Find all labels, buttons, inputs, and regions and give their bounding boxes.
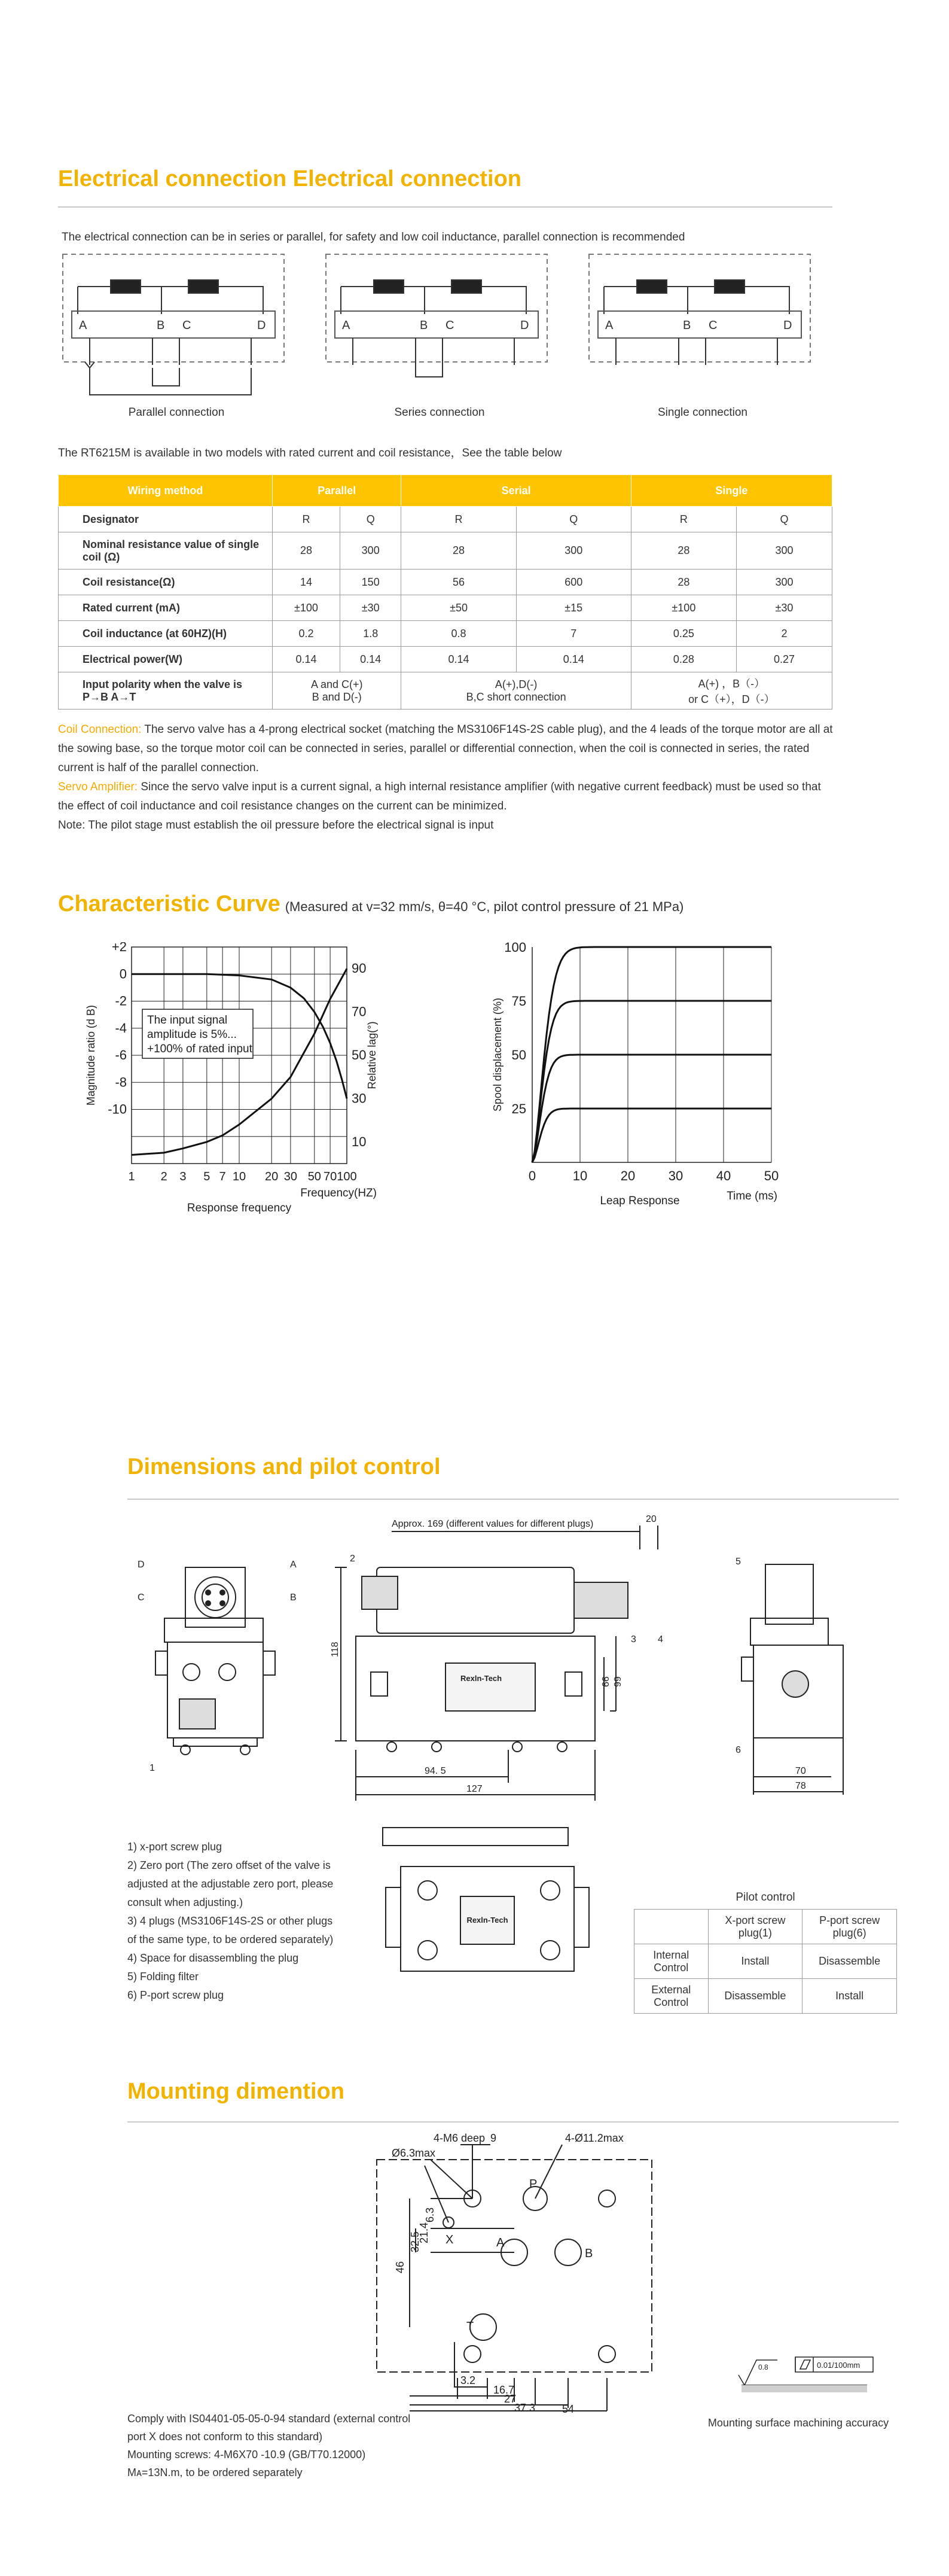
callout: 5 bbox=[736, 1557, 741, 1567]
header-wiring-method: Wiring method bbox=[59, 475, 273, 507]
table-row bbox=[59, 621, 832, 647]
x-tick-label: 2 bbox=[160, 1170, 167, 1183]
table-cell: 0.25 bbox=[631, 621, 736, 647]
table-cell bbox=[634, 1910, 709, 1944]
caption-series: Series connection bbox=[394, 406, 485, 419]
y-tick-label: 50 bbox=[511, 1048, 526, 1062]
characteristic-section-title: Characteristic Curve (Measured at v=32 mm/s, θ=40 °C, pilot control pressure of 21 MPa) bbox=[58, 891, 684, 916]
callout: 1 bbox=[149, 1763, 155, 1773]
table-row bbox=[634, 1944, 897, 1979]
leap-response-chart bbox=[490, 942, 825, 1223]
table-cell: Q bbox=[340, 507, 401, 532]
dim-label: 66 bbox=[601, 1676, 611, 1687]
table-cell: Q bbox=[516, 507, 631, 532]
row-label: Input polarity when the valve is P→B A→T bbox=[59, 672, 273, 710]
electrical-section-title: Electrical connection Electrical connection bbox=[58, 166, 522, 191]
y-tick-label: -8 bbox=[115, 1074, 127, 1090]
table-cell: R bbox=[401, 507, 516, 532]
series-line-75 bbox=[532, 1001, 771, 1162]
frequency-response-chart bbox=[72, 942, 431, 1223]
table-cell: P-port screw plug(6) bbox=[802, 1910, 897, 1944]
table-intro: The RT6215M is available in two models with rated current and coil resistance，See the table below bbox=[58, 447, 562, 459]
x-tick-label: 40 bbox=[716, 1168, 731, 1183]
screws-note: Mounting screws: 4-M6X70 -10.9 (GB/T70.12000) bbox=[127, 2449, 366, 2461]
table-cell: 56 bbox=[401, 570, 516, 595]
table-cell: 14 bbox=[273, 570, 340, 595]
table-cell: ±100 bbox=[631, 595, 736, 621]
x-tick-label: 10 bbox=[232, 1170, 246, 1183]
row-label: Coil resistance(Ω) bbox=[59, 570, 273, 595]
approx-note: Approx. 169 (different values for different plugs) bbox=[392, 1519, 594, 1529]
mounting-section-title: Mounting dimention bbox=[127, 2079, 345, 2104]
table-cell: A and C(+) B and D(-) bbox=[273, 672, 401, 710]
section-divider bbox=[127, 2121, 899, 2123]
x-tick-label: 50 bbox=[307, 1170, 321, 1183]
y2-tick-label: 10 bbox=[352, 1134, 367, 1149]
port-label: A bbox=[496, 2236, 505, 2249]
svg-text:D: D bbox=[520, 319, 529, 332]
table-cell: 0.14 bbox=[401, 647, 516, 672]
accuracy-caption: Mounting surface machining accuracy bbox=[707, 2417, 889, 2429]
table-cell: ±15 bbox=[516, 595, 631, 621]
y2-tick-label: 70 bbox=[352, 1004, 367, 1019]
svg-text:A: A bbox=[605, 319, 614, 332]
y-tick-label: -2 bbox=[115, 993, 127, 1009]
x-tick-label: 7 bbox=[219, 1170, 226, 1183]
x-tick-label: 30 bbox=[668, 1168, 683, 1183]
mount-label: 3.2 bbox=[460, 2374, 476, 2386]
mount-label: 16.7 bbox=[493, 2384, 515, 2396]
x-tick-label: 20 bbox=[620, 1168, 636, 1183]
caption-single: Single connection bbox=[658, 406, 747, 419]
chart-xlabel: Time (ms) bbox=[727, 1190, 777, 1202]
valve-side-view bbox=[155, 1567, 275, 1755]
series-wiring-diagram bbox=[326, 254, 547, 377]
table-cell: R bbox=[273, 507, 340, 532]
valve-section-view bbox=[741, 1564, 843, 1795]
table-row bbox=[59, 507, 832, 532]
table-cell: External Control bbox=[634, 1979, 709, 2014]
header-parallel: Parallel bbox=[273, 475, 401, 507]
y-tick-label: -4 bbox=[115, 1020, 127, 1036]
x-tick-label: 0 bbox=[528, 1168, 536, 1183]
x-tick-label: 70 bbox=[323, 1170, 337, 1183]
tolerance-value: 0.01/100mm bbox=[817, 2361, 860, 2370]
table-row bbox=[59, 570, 832, 595]
x-tick-label: 10 bbox=[572, 1168, 588, 1183]
list-item: 1) x-port screw plug bbox=[127, 1841, 222, 1853]
nameplate-text: Rexln-Tech bbox=[466, 1916, 508, 1925]
svg-text:C: C bbox=[709, 319, 718, 332]
table-cell: ±30 bbox=[340, 595, 401, 621]
table-cell: Disassemble bbox=[708, 1979, 802, 2014]
socket-letter: A bbox=[290, 1560, 297, 1570]
y-tick-label: 0 bbox=[119, 966, 127, 982]
row-label: Coil inductance (at 60HZ)(H) bbox=[59, 621, 273, 647]
x-tick-label: 3 bbox=[179, 1170, 187, 1183]
table-row bbox=[59, 647, 832, 672]
x-tick-label: 50 bbox=[764, 1168, 779, 1183]
annotation-line: The input signal bbox=[147, 1014, 228, 1027]
dim-label: 99 bbox=[613, 1676, 623, 1687]
mount-label: 37.3 bbox=[514, 2402, 536, 2414]
valve-top-view bbox=[383, 1828, 568, 1846]
y-tick-label: 25 bbox=[511, 1101, 526, 1116]
table-cell: 0.14 bbox=[273, 647, 340, 672]
socket-letter: D bbox=[138, 1560, 145, 1570]
svg-text:A: A bbox=[79, 319, 87, 332]
comply-note: Comply with IS04401-05-05-0-94 standard (external control port X does not conform to this standard) bbox=[127, 2413, 411, 2443]
dim-label: 118 bbox=[330, 1642, 340, 1657]
y2-tick-label: 50 bbox=[352, 1048, 367, 1062]
callout: 3 bbox=[631, 1634, 636, 1645]
mount-label: 6.3 bbox=[424, 2207, 436, 2222]
table-cell: 0.2 bbox=[273, 621, 340, 647]
chart-xlabel: Frequency(HZ) bbox=[300, 1187, 377, 1199]
chart-y2label: Relative lag(°) bbox=[366, 1021, 378, 1089]
y-tick-label: -10 bbox=[108, 1101, 127, 1117]
single-wiring-diagram bbox=[589, 254, 810, 365]
parallel-wiring-diagram bbox=[63, 254, 284, 395]
svg-text:B: B bbox=[683, 319, 691, 332]
chart-ylabel: Spool displacement (%) bbox=[492, 997, 504, 1112]
table-cell: 28 bbox=[631, 532, 736, 570]
table-cell: 7 bbox=[516, 621, 631, 647]
socket-letter: C bbox=[138, 1593, 145, 1603]
svg-text:B: B bbox=[420, 319, 428, 332]
svg-text:C: C bbox=[182, 319, 191, 332]
table-header-row bbox=[59, 475, 832, 507]
table-cell: 300 bbox=[736, 532, 832, 570]
dim-label: 127 bbox=[466, 1784, 483, 1794]
port-label: T bbox=[466, 2320, 474, 2333]
chart-ylabel: Magnitude ratio (d B) bbox=[85, 1004, 97, 1106]
row-label: Nominal resistance value of single coil (Ω) bbox=[59, 532, 273, 570]
section-divider bbox=[58, 206, 832, 208]
table-header-row bbox=[634, 1910, 897, 1944]
row-label: Electrical power(W) bbox=[59, 647, 273, 672]
mount-label: 54 bbox=[562, 2403, 575, 2414]
nameplate-text: Rexln-Tech bbox=[460, 1674, 502, 1683]
row-label: Rated current (mA) bbox=[59, 595, 273, 621]
table-cell: Install bbox=[802, 1979, 897, 2014]
y-tick-label: 100 bbox=[504, 942, 526, 955]
socket-letter: B bbox=[290, 1593, 297, 1603]
dim-label: 94. 5 bbox=[425, 1766, 446, 1776]
table-cell: Internal Control bbox=[634, 1944, 709, 1979]
mounting-pattern-drawing bbox=[335, 2133, 670, 2414]
dim-label: 20 bbox=[646, 1514, 657, 1524]
table-row bbox=[59, 532, 832, 570]
table-cell: 1.8 bbox=[340, 621, 401, 647]
table-cell: A(+) ，B（-） or C（+），D（-） bbox=[631, 672, 832, 710]
mount-label: 27 bbox=[504, 2393, 517, 2405]
pilot-control-table bbox=[634, 1909, 897, 2014]
series-line-25 bbox=[532, 1109, 771, 1162]
table-cell: 300 bbox=[516, 532, 631, 570]
section-divider bbox=[127, 1499, 899, 1500]
svg-text:B: B bbox=[157, 319, 165, 332]
mount-label: 4-Ø11.2max bbox=[565, 2133, 624, 2144]
port-label: X bbox=[445, 2233, 454, 2246]
table-cell: 0.14 bbox=[516, 647, 631, 672]
electrical-intro: The electrical connection can be in series or parallel, for safety and low coil inductance, parallel connection is recommended bbox=[62, 231, 685, 243]
table-cell: 0.8 bbox=[401, 621, 516, 647]
y-tick-label: -6 bbox=[115, 1048, 127, 1062]
x-tick-label: 1 bbox=[128, 1170, 135, 1183]
coil-spec-table bbox=[58, 474, 832, 710]
port-label: P bbox=[529, 2178, 538, 2191]
row-label: Designator bbox=[59, 507, 273, 532]
table-row bbox=[634, 1979, 897, 2014]
callout: 4 bbox=[658, 1634, 663, 1645]
table-cell: 28 bbox=[631, 570, 736, 595]
valve-front-view bbox=[335, 1525, 658, 1801]
table-cell: 150 bbox=[340, 570, 401, 595]
caption-parallel: Parallel connection bbox=[128, 406, 225, 419]
list-item: 5) Folding filter bbox=[127, 1971, 199, 1983]
list-item: 2) Zero port (The zero offset of the valve is adjusted at the adjustable zero port, please consult when adjusting.) bbox=[127, 1859, 334, 1908]
terminal-letters bbox=[79, 319, 792, 332]
pilot-note: Note: The pilot stage must establish the oil pressure before the electrical signal is input bbox=[58, 819, 494, 832]
table-cell: 28 bbox=[273, 532, 340, 570]
table-cell: ±50 bbox=[401, 595, 516, 621]
dim-label: 78 bbox=[795, 1781, 806, 1791]
servo-amplifier-label: Servo Amplifier: bbox=[58, 781, 138, 793]
callout: 2 bbox=[350, 1554, 355, 1564]
servo-amplifier-note: Servo Amplifier: Since the servo valve input is a current signal, a high internal resistance amplifier (with negative current feedback) must be used so that the effect of coil inductance and coil resistance changes on the current can be minimized. bbox=[58, 781, 821, 812]
table-cell: ±30 bbox=[736, 595, 832, 621]
table-cell: A(+),D(-) B,C short connection bbox=[401, 672, 631, 710]
x-tick-label: 5 bbox=[203, 1170, 210, 1183]
mount-label: Ø6.3max bbox=[392, 2147, 436, 2159]
list-item: 4) Space for disassembling the plug bbox=[127, 1952, 299, 1964]
x-tick-label: 100 bbox=[337, 1170, 357, 1183]
table-row bbox=[59, 595, 832, 621]
mount-label: 21.4 bbox=[418, 2222, 430, 2243]
callout: 6 bbox=[736, 1745, 741, 1755]
table-cell: X-port screw plug(1) bbox=[708, 1910, 802, 1944]
svg-text:D: D bbox=[257, 319, 266, 332]
list-item: 6) P-port screw plug bbox=[127, 1989, 224, 2001]
header-serial: Serial bbox=[401, 475, 631, 507]
table-cell: 0.14 bbox=[340, 647, 401, 672]
roughness-value: 0.8 bbox=[758, 2363, 768, 2371]
table-cell: 2 bbox=[736, 621, 832, 647]
dimensions-section-title: Dimensions and pilot control bbox=[127, 1454, 441, 1479]
x-tick-label: 30 bbox=[283, 1170, 298, 1183]
mount-label: 32.5 bbox=[409, 2231, 421, 2252]
chart-title: Response frequency bbox=[187, 1202, 292, 1214]
table-cell: 300 bbox=[736, 570, 832, 595]
svg-text:A: A bbox=[342, 319, 350, 332]
characteristic-subtitle: (Measured at v=32 mm/s, θ=40 °C, pilot control pressure of 21 MPa) bbox=[285, 899, 684, 914]
svg-text:D: D bbox=[783, 319, 792, 332]
mount-label: 4-M6 deep bbox=[434, 2133, 486, 2144]
table-cell: 0.27 bbox=[736, 647, 832, 672]
surface-accuracy-symbol bbox=[736, 2354, 885, 2402]
list-item: 3) 4 plugs (MS3106F14S-2S or other plugs of the same type, to be ordered separately) bbox=[127, 1915, 334, 1945]
port-label: B bbox=[585, 2247, 593, 2260]
mount-label: 9 bbox=[490, 2133, 497, 2144]
x-tick-label: 20 bbox=[265, 1170, 279, 1183]
dim-label: 70 bbox=[795, 1766, 806, 1776]
wiring-diagrams bbox=[54, 251, 849, 431]
pilot-control-title: Pilot control bbox=[736, 1891, 795, 1904]
valve-top-view-drawing bbox=[383, 1855, 604, 1986]
table-cell: 600 bbox=[516, 570, 631, 595]
chart-title: Leap Response bbox=[600, 1195, 680, 1207]
table-cell: R bbox=[631, 507, 736, 532]
coil-connection-label: Coil Connection: bbox=[58, 723, 142, 736]
annotation-line: amplitude is 5%... bbox=[147, 1028, 237, 1042]
table-cell: Install bbox=[708, 1944, 802, 1979]
valve-dimension-drawings bbox=[120, 1514, 909, 1849]
table-cell: 300 bbox=[340, 532, 401, 570]
annotation-line: +100% of rated input bbox=[147, 1043, 252, 1056]
y2-tick-label: 30 bbox=[352, 1091, 367, 1106]
table-cell: Q bbox=[736, 507, 832, 532]
mount-label: 46 bbox=[394, 2261, 406, 2273]
dimension-notes bbox=[127, 1838, 343, 2005]
coil-connection-note: Coil Connection: The servo valve has a 4-prong electrical socket (matching the MS3106F14S-2S cable plug), and the 4 leads of the torque motor are all at the sowing base, so the torque motor coil can be connected in series, parallel or differential connection, when the coil is connected in series, the rated current is half of the parallel connection. bbox=[58, 723, 833, 774]
table-cell: 0.28 bbox=[631, 647, 736, 672]
table-cell: 28 bbox=[401, 532, 516, 570]
y2-tick-label: 90 bbox=[352, 961, 367, 976]
svg-text:C: C bbox=[445, 319, 454, 332]
table-cell: Disassemble bbox=[802, 1944, 897, 1979]
table-cell: ±100 bbox=[273, 595, 340, 621]
torque-note: Mᴀ=13N.m, to be ordered separately bbox=[127, 2467, 303, 2478]
header-single: Single bbox=[631, 475, 832, 507]
table-row-polarity bbox=[59, 672, 832, 710]
y-tick-label: 75 bbox=[511, 994, 526, 1009]
y-tick-label: +2 bbox=[111, 942, 127, 954]
